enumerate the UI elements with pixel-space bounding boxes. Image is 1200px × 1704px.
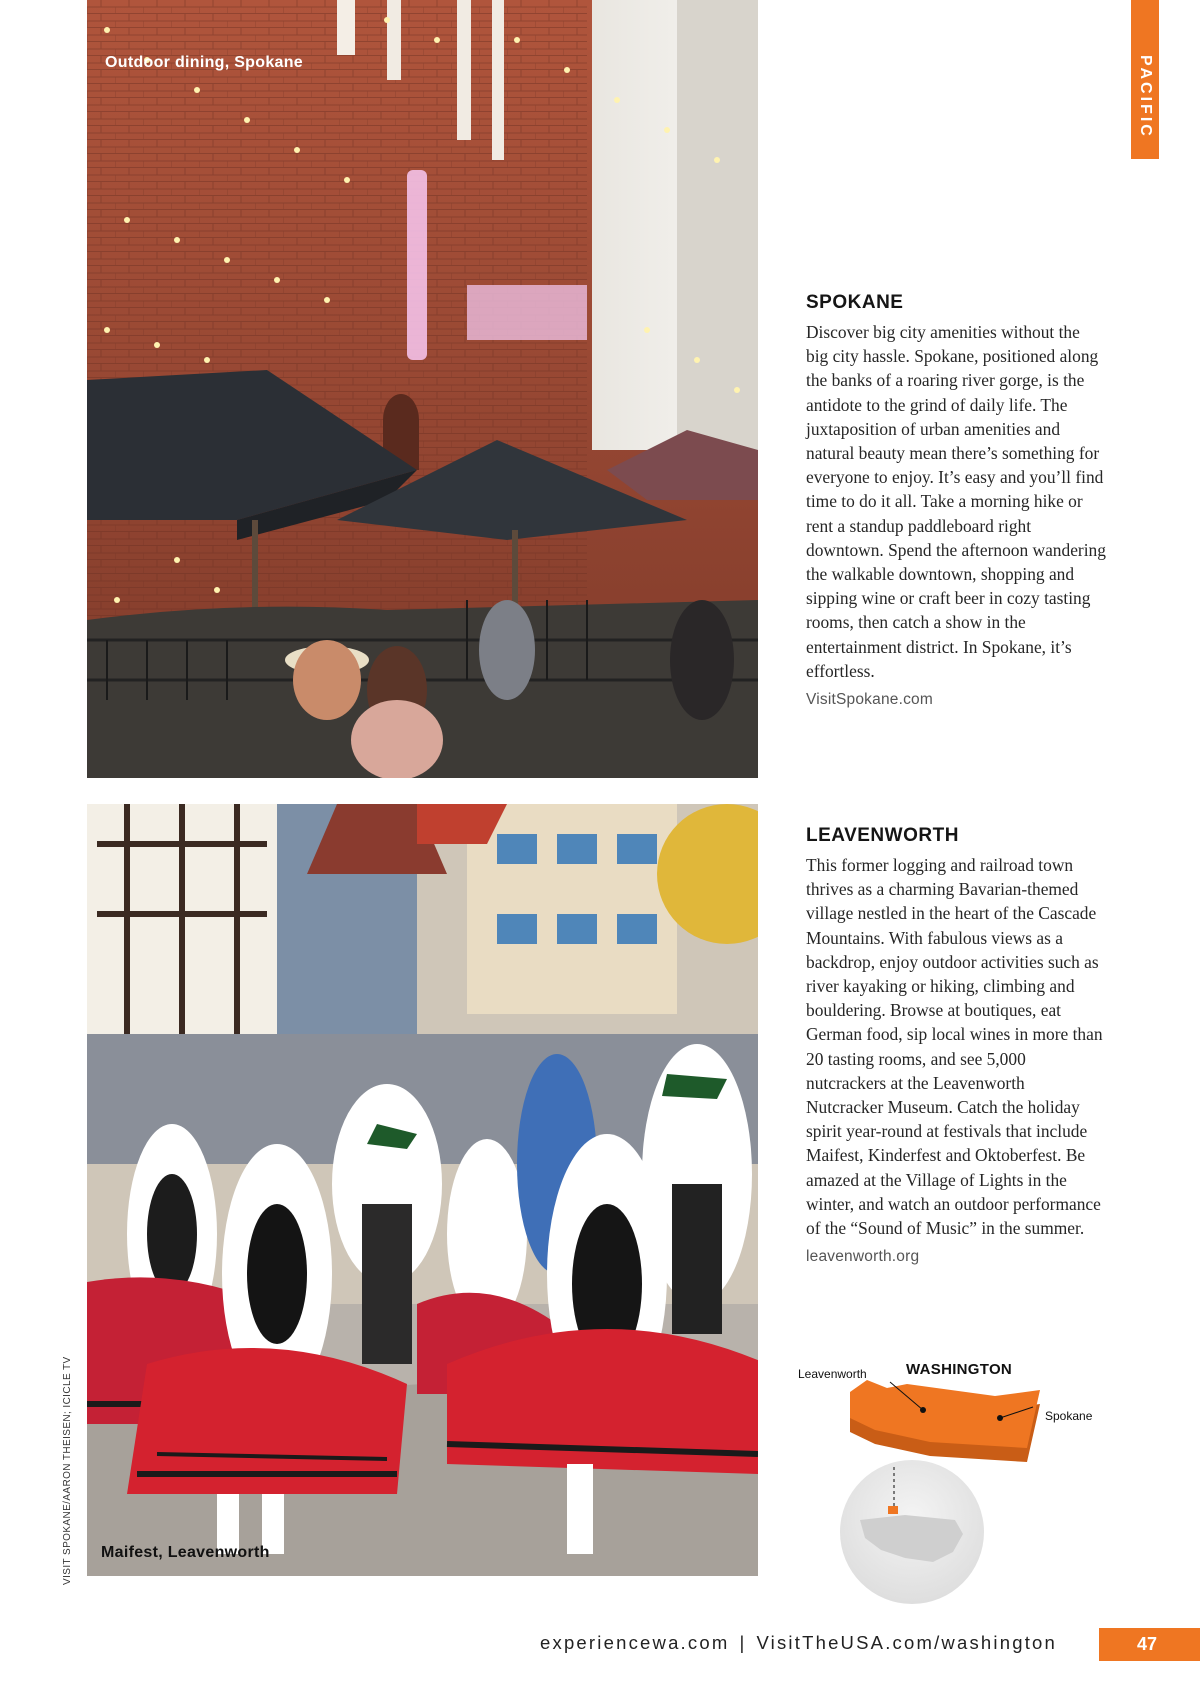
footer-separator: | <box>739 1632 747 1653</box>
section-tab <box>1131 0 1159 159</box>
page-number: 47 <box>1137 1634 1158 1654</box>
photo-credit: VISIT SPOKANE/AARON THEISEN; ICICLE TV <box>62 1356 73 1585</box>
photo-outdoor-dining <box>87 0 758 778</box>
washington-locator-map <box>795 1352 1110 1607</box>
washington-marker <box>888 1506 898 1514</box>
photo-maifest <box>87 804 758 1576</box>
map-label-leavenworth: Leavenworth <box>798 1367 867 1381</box>
link-visitspokane[interactable]: VisitSpokane.com <box>806 691 933 709</box>
article-heading-spokane: SPOKANE <box>806 292 904 313</box>
map-title: WASHINGTON <box>906 1361 1013 1378</box>
link-leavenworth[interactable]: leavenworth.org <box>806 1248 920 1266</box>
maifest-illustration <box>87 804 758 1576</box>
photo-caption-top: Outdoor dining, Spokane <box>105 54 304 71</box>
outdoor-dining-illustration <box>87 0 758 778</box>
article-body-spokane: Discover big city amenities without the big city hassle. Spokane, positioned along the banks of a roaring river gorge, is the antidote to the grind of daily life. The juxtaposition of urban amenities and natural beauty mean there’s something for everyone to enjoy. It’s easy and you’ll find time to do it all. Take a morning hike or rent a standup paddleboard right downtown. Spend the afternoon wandering the walkable downtown, shopping and sipping wine or craft beer in cozy tasting rooms, then catch a show in the entertainment district. In Spokane, it’s effortless. <box>806 322 1106 681</box>
photo-caption-bottom: Maifest, Leavenworth <box>101 1544 270 1561</box>
page-number-badge <box>1099 1628 1200 1661</box>
footer-links <box>540 1632 1057 1654</box>
article-heading-leavenworth: LEAVENWORTH <box>806 825 959 846</box>
washington-map-graphic <box>795 1352 1110 1607</box>
map-label-spokane: Spokane <box>1045 1409 1093 1423</box>
footer-link-experiencewa[interactable]: experiencewa.com <box>540 1632 730 1653</box>
article-leavenworth <box>806 825 1106 1266</box>
article-body-leavenworth: This former logging and railroad town thrives as a charming Bavarian-themed village nestled in the heart of the Cascade Mountains. With fabulous views as a backdrop, enjoy outdoor activities such as river kayaking or hiking, climbing and bouldering. Browse at boutiques, eat German food, sip local wines in more than 20 tasting rooms, and see 5,000 nutcrackers at the Leavenworth Nutcracker Museum. Catch the holiday spirit year-round at festivals that include Maifest, Kinderfest and Oktoberfest. Be amazed at the Village of Lights in the winter, and watch an outdoor performance of the “Sound of Music” in the summer. <box>806 855 1103 1239</box>
article-spokane <box>806 292 1106 709</box>
section-tab-label: PACIFIC <box>1137 55 1154 139</box>
footer-link-visittheusa[interactable]: VisitTheUSA.com/washington <box>756 1632 1058 1653</box>
